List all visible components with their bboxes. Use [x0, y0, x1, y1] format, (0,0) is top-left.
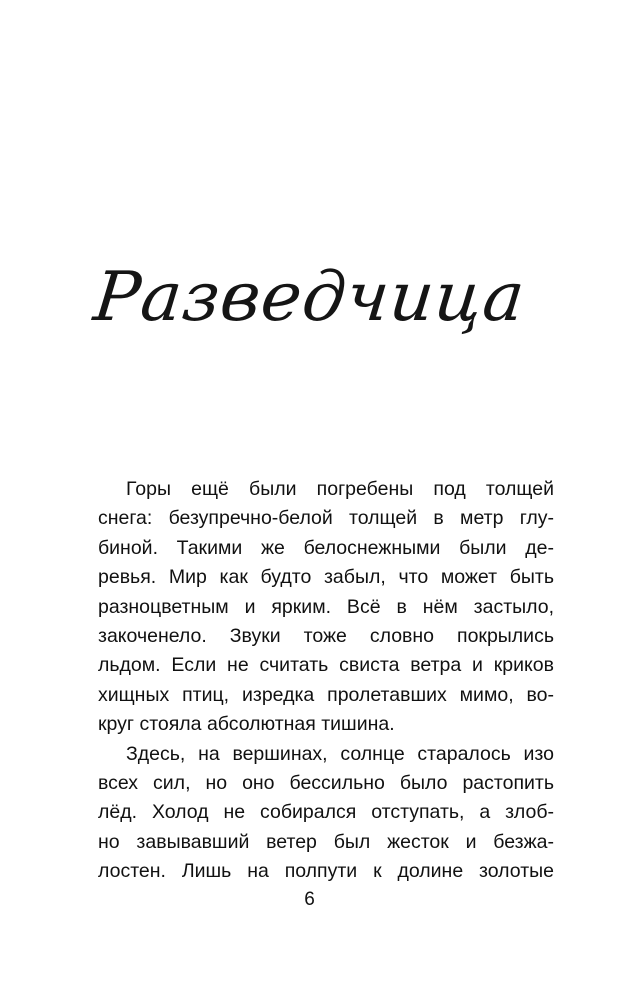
text-line: разноцветным и ярким. Всё в нём застыло,	[98, 595, 554, 618]
text-line: льдом. Если не считать свиста ветра и криков	[98, 654, 554, 677]
page-number: 6	[304, 889, 315, 910]
text-line: ревья. Мир как будто забыл, что может быть	[98, 566, 554, 589]
text-line: круг стояла абсолютная тишина.	[98, 713, 395, 736]
text-line: но завывавший ветер был жесток и безжа-	[98, 830, 554, 853]
text-line: Здесь, на вершинах, солнце старалось изо	[126, 742, 554, 765]
text-line: биной. Такими же белоснежными были де-	[98, 536, 554, 559]
text-line: снега: безупречно-белой толщей в метр глу-	[98, 507, 554, 530]
text-line: хищных птиц, изредка пролетавших мимо, во-	[98, 683, 554, 706]
text-line: лёд. Холод не собирался отступать, а злоб-	[98, 801, 554, 824]
body-text	[98, 475, 554, 886]
paragraph-1	[98, 475, 554, 740]
text-line: закоченело. Звуки тоже словно покрылись	[98, 624, 554, 647]
chapter-title: Разведчица	[90, 257, 529, 337]
text-line: лостен. Лишь на полпути к долине золотые	[98, 860, 554, 883]
text-line: Горы ещё были погребены под толщей	[126, 478, 554, 500]
text-line: всех сил, но оно бессильно было растопить	[98, 771, 554, 794]
paragraph-2	[98, 740, 554, 887]
